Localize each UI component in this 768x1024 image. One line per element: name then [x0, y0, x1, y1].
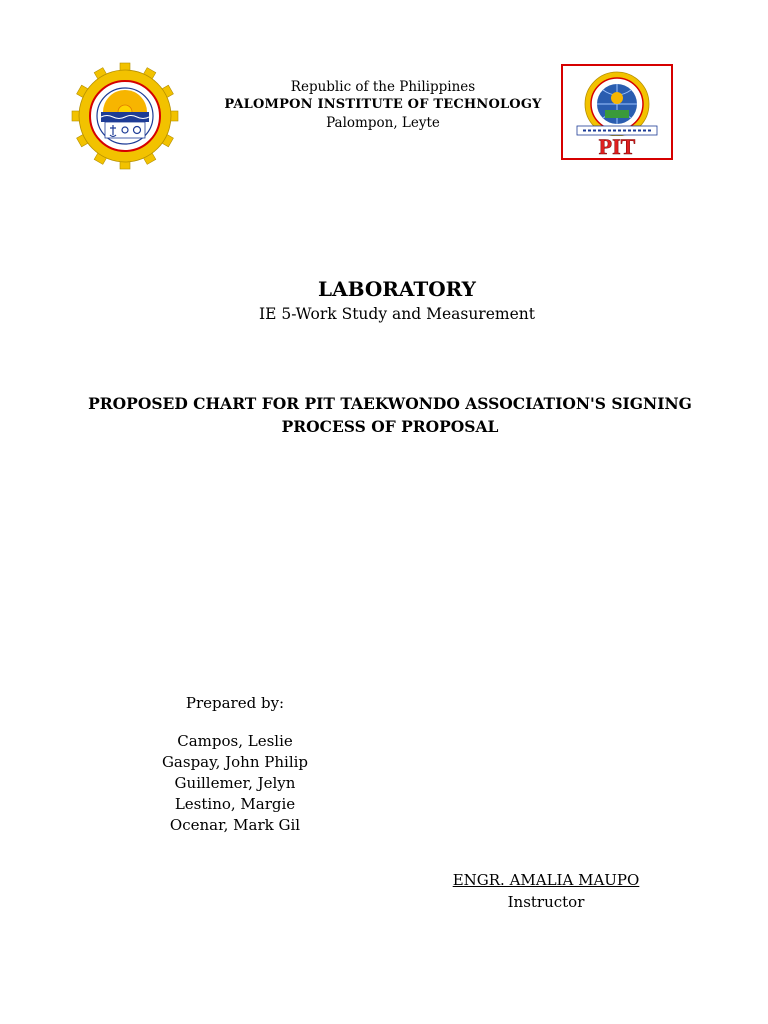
- proposal-title: [50, 392, 730, 438]
- course-name: IE 5-Work Study and Measurement: [259, 305, 535, 323]
- country-name: Republic of the Philippines: [290, 79, 476, 95]
- author-name: Lestino, Margie: [174, 795, 296, 813]
- instructor-block: [440, 869, 652, 913]
- left-seal: [64, 62, 186, 170]
- instructor-name: ENGR. AMALIA MAUPO: [452, 871, 640, 889]
- institution-name: PALOMPON INSTITUTE OF TECHNOLOGY: [224, 97, 542, 112]
- prepared-by-block: [150, 694, 320, 836]
- laboratory-title: LABORATORY: [318, 277, 476, 301]
- institution-header: [200, 78, 566, 132]
- proposal-title-line-2: PROCESS OF PROPOSAL: [281, 417, 499, 436]
- author-name: Guillemer, Jelyn: [174, 774, 296, 792]
- author-name: Campos, Leslie: [177, 732, 293, 750]
- instructor-role: Instructor: [507, 893, 585, 911]
- right-seal: [561, 64, 673, 160]
- author-name: Ocenar, Mark Gil: [169, 816, 301, 834]
- prepared-by-label: Prepared by:: [185, 694, 285, 712]
- institution-location: Palompon, Leyte: [326, 115, 440, 131]
- proposal-title-line-1: PROPOSED CHART FOR PIT TAEKWONDO ASSOCIATION'S SIGNING: [88, 394, 692, 413]
- pit-emblem-icon: [561, 64, 673, 160]
- gear-seal-icon: [64, 62, 186, 170]
- author-name: Gaspay, John Philip: [161, 753, 309, 771]
- pit-badge-text: PIT: [598, 134, 636, 159]
